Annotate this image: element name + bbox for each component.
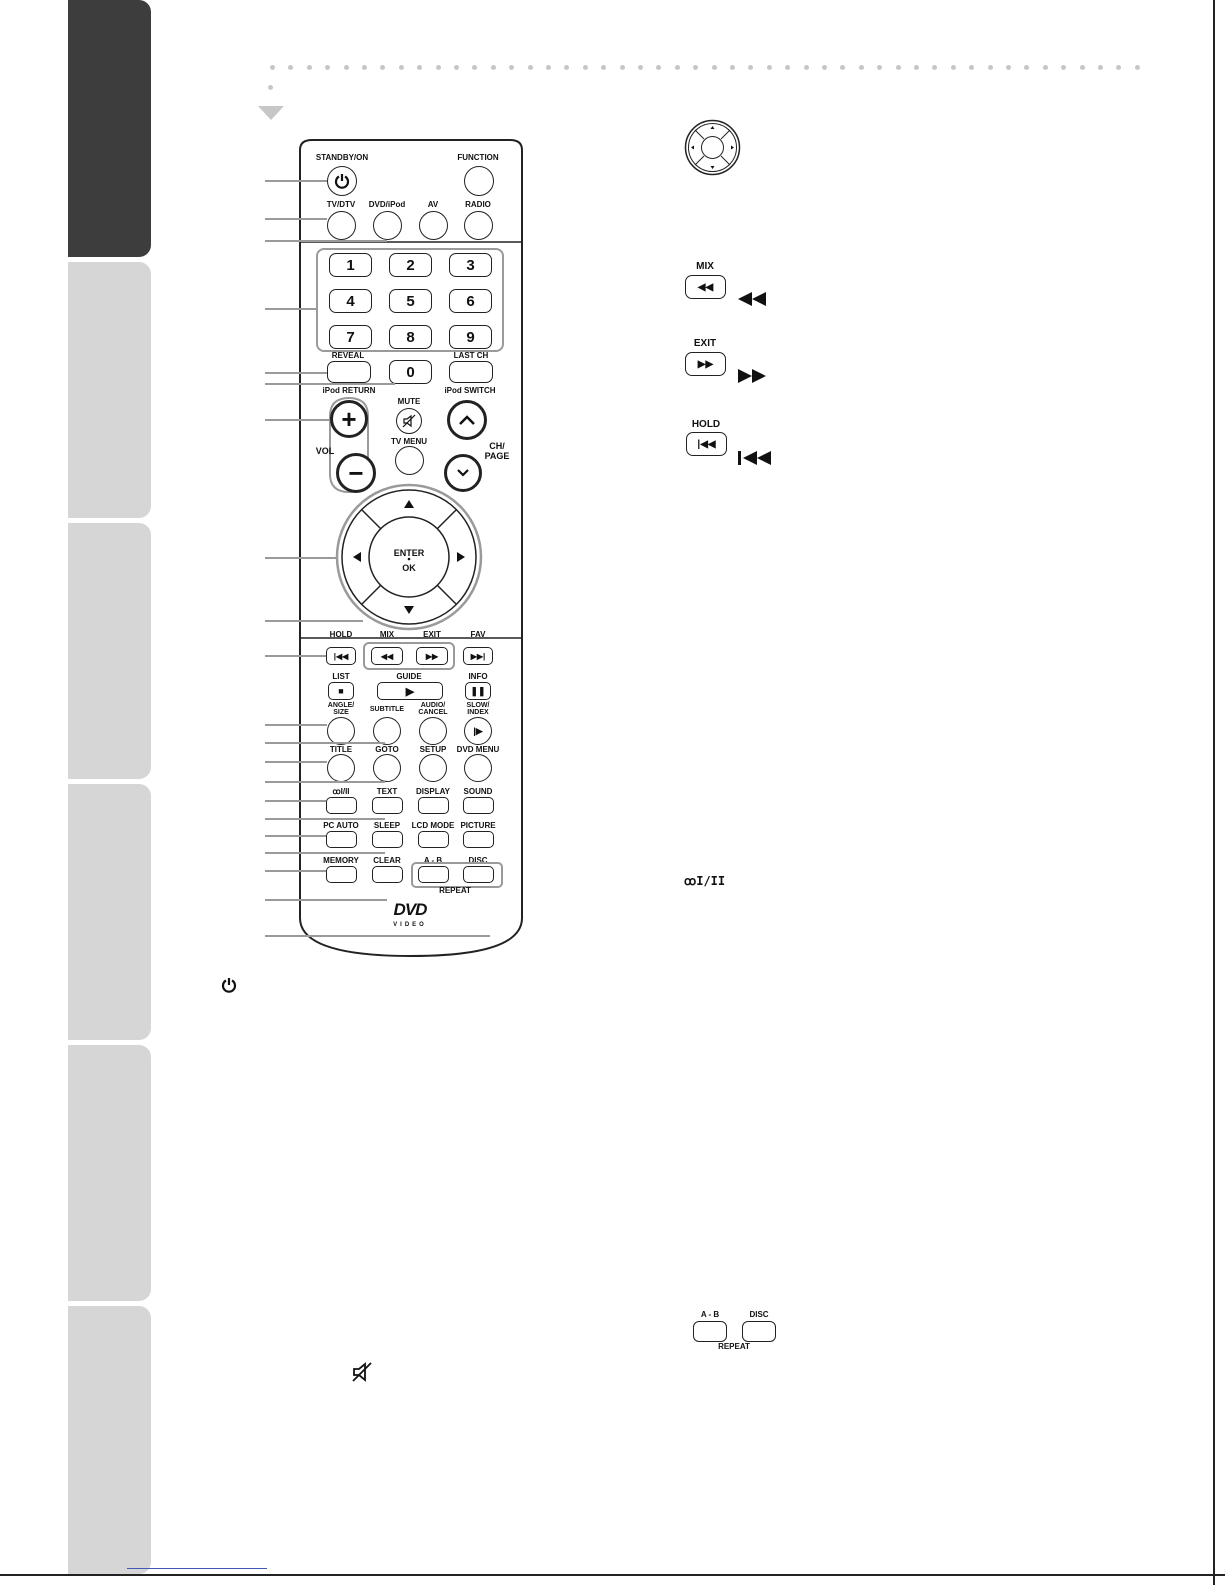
display-label: DISPLAY bbox=[416, 787, 450, 796]
a-b-button[interactable] bbox=[418, 866, 449, 883]
leader-line bbox=[265, 935, 490, 937]
angle-label-2: SIZE bbox=[333, 709, 349, 716]
vol-down-button[interactable]: − bbox=[336, 453, 376, 493]
sound-mode-text: I/II bbox=[340, 787, 350, 796]
pc-auto-button[interactable] bbox=[326, 831, 357, 848]
function-label: FUNCTION bbox=[457, 153, 499, 162]
header-dot bbox=[877, 65, 882, 70]
header-dot bbox=[454, 65, 459, 70]
leader-line bbox=[265, 655, 326, 657]
subtitle-label: SUBTITLE bbox=[369, 706, 405, 713]
digit-3-button[interactable]: 3 bbox=[449, 253, 492, 277]
setup-button[interactable] bbox=[419, 754, 447, 782]
header-dot bbox=[1098, 65, 1103, 70]
standby-button[interactable] bbox=[327, 166, 357, 196]
dual-circle-icon: ꝏ bbox=[684, 874, 697, 888]
goto-button[interactable] bbox=[373, 754, 401, 782]
power-icon bbox=[334, 173, 350, 189]
leader-line bbox=[265, 781, 385, 783]
leader-line bbox=[265, 818, 385, 820]
disc-label-right: DISC bbox=[749, 1310, 769, 1319]
hold-label: HOLD bbox=[329, 630, 353, 639]
tv-dtv-button[interactable] bbox=[327, 211, 356, 240]
side-tab-1 bbox=[68, 0, 151, 257]
header-dot bbox=[785, 65, 790, 70]
dvd-menu-label: DVD MENU bbox=[456, 745, 500, 754]
mute-button[interactable] bbox=[396, 408, 422, 434]
reveal-label: REVEAL bbox=[331, 351, 365, 360]
standby-label: STANDBY/ON bbox=[315, 153, 369, 162]
vol-up-button[interactable]: + bbox=[330, 400, 368, 438]
header-dot bbox=[601, 65, 606, 70]
clear-label: CLEAR bbox=[373, 856, 401, 865]
header-dot bbox=[472, 65, 477, 70]
header-dot bbox=[656, 65, 661, 70]
pause-button[interactable]: ❚❚ bbox=[465, 682, 491, 700]
mix-icon-button: ◀◀ bbox=[685, 275, 726, 299]
digit-8-button[interactable]: 8 bbox=[389, 325, 432, 349]
stop-button[interactable]: ■ bbox=[328, 682, 354, 700]
a-b-label: A - B bbox=[423, 856, 443, 865]
ch-page-label-1: CH/ bbox=[489, 441, 505, 451]
leader-line bbox=[265, 724, 327, 726]
page-edge-line bbox=[1213, 0, 1215, 1585]
mix-label: MIX bbox=[379, 630, 395, 639]
a-b-icon-button bbox=[693, 1321, 727, 1342]
digit-7-button[interactable]: 7 bbox=[329, 325, 372, 349]
mix-label-right: MIX bbox=[696, 261, 714, 272]
tv-menu-label: TV MENU bbox=[391, 437, 427, 446]
sound-label: SOUND bbox=[463, 787, 493, 796]
guide-label: GUIDE bbox=[396, 672, 422, 681]
header-dot bbox=[1043, 65, 1048, 70]
header-dot bbox=[840, 65, 845, 70]
header-dot bbox=[380, 65, 385, 70]
tv-dtv-label: TV/DTV bbox=[326, 200, 356, 209]
ok-label: OK bbox=[402, 563, 416, 573]
header-dot bbox=[951, 65, 956, 70]
header-dot bbox=[932, 65, 937, 70]
navigation-pad-icon bbox=[684, 119, 741, 176]
list-label: LIST bbox=[332, 672, 350, 681]
sleep-button[interactable] bbox=[372, 831, 403, 848]
exit-icon-button: ▶▶ bbox=[685, 352, 726, 376]
disc-icon-button bbox=[742, 1321, 776, 1342]
header-dot bbox=[270, 65, 275, 70]
pc-auto-label: PC AUTO bbox=[323, 821, 359, 830]
header-dot bbox=[528, 65, 533, 70]
digit-2-button[interactable]: 2 bbox=[389, 253, 432, 277]
memory-button[interactable] bbox=[326, 866, 357, 883]
digit-0-button[interactable]: 0 bbox=[389, 360, 432, 384]
header-dot bbox=[748, 65, 753, 70]
header-dot bbox=[546, 65, 551, 70]
mute-label: MUTE bbox=[397, 397, 421, 406]
leader-line bbox=[265, 240, 387, 242]
function-button[interactable] bbox=[464, 166, 494, 196]
enter-label: ENTER bbox=[393, 548, 425, 558]
digit-5-button[interactable]: 5 bbox=[389, 289, 432, 313]
dual-circle-icon: ꝏ bbox=[332, 787, 341, 796]
angle-button[interactable] bbox=[327, 717, 355, 745]
last-ch-label: LAST CH bbox=[453, 351, 489, 360]
header-dot bbox=[988, 65, 993, 70]
lcd-mode-label: LCD MODE bbox=[411, 821, 455, 830]
leader-line bbox=[265, 852, 385, 854]
tv-menu-button[interactable] bbox=[395, 446, 424, 475]
radio-button[interactable] bbox=[464, 211, 493, 240]
audio-label-2: CANCEL bbox=[418, 709, 448, 716]
exit-label-right: EXIT bbox=[693, 338, 717, 349]
header-dot bbox=[969, 65, 974, 70]
header-dot bbox=[509, 65, 514, 70]
header-dot bbox=[804, 65, 809, 70]
side-tab-3 bbox=[68, 523, 151, 779]
leader-line bbox=[265, 620, 363, 622]
text-button[interactable] bbox=[372, 797, 403, 814]
leader-line bbox=[265, 557, 336, 559]
setup-label: SETUP bbox=[419, 745, 447, 754]
leader-line bbox=[265, 742, 385, 744]
slow-label-1: SLOW/ bbox=[466, 702, 490, 709]
footer-accent-line bbox=[127, 1568, 267, 1569]
memory-label: MEMORY bbox=[323, 856, 359, 865]
leader-line bbox=[265, 761, 327, 763]
header-dot bbox=[822, 65, 827, 70]
mute-icon bbox=[402, 414, 416, 428]
play-button[interactable]: ▶ bbox=[377, 682, 443, 700]
av-button[interactable] bbox=[419, 211, 448, 240]
leader-line bbox=[265, 800, 326, 802]
dvd-ipod-label: DVD/iPod bbox=[368, 200, 406, 209]
header-dot bbox=[436, 65, 441, 70]
radio-label: RADIO bbox=[465, 200, 491, 209]
av-label: AV bbox=[427, 200, 439, 209]
header-dot bbox=[1116, 65, 1121, 70]
sound-button[interactable] bbox=[463, 797, 494, 814]
header-dot bbox=[491, 65, 496, 70]
repeat-label: REPEAT bbox=[439, 886, 471, 895]
leader-line bbox=[265, 835, 326, 837]
leader-line bbox=[265, 383, 395, 385]
header-dot bbox=[344, 65, 349, 70]
header-dot bbox=[1080, 65, 1085, 70]
header-dot bbox=[638, 65, 643, 70]
leader-line bbox=[265, 419, 330, 421]
audio-label-1: AUDIO/ bbox=[420, 702, 446, 709]
page-bottom-line bbox=[0, 1574, 1225, 1576]
sleep-label: SLEEP bbox=[373, 821, 401, 830]
header-dot bbox=[325, 65, 330, 70]
disc-button[interactable] bbox=[463, 866, 494, 883]
dvd-logo: DVD bbox=[393, 900, 427, 919]
header-dot bbox=[730, 65, 735, 70]
title-label: TITLE bbox=[329, 745, 353, 754]
slow-button[interactable]: |▶ bbox=[464, 717, 492, 745]
mute-icon bbox=[351, 1361, 373, 1383]
dvd-menu-button[interactable] bbox=[464, 754, 492, 782]
audio-button[interactable] bbox=[419, 717, 447, 745]
leader-line bbox=[265, 870, 326, 872]
leader-line bbox=[265, 218, 327, 220]
info-label: INFO bbox=[468, 672, 488, 681]
reveal-button[interactable] bbox=[327, 361, 371, 383]
sound-mode-button[interactable] bbox=[326, 797, 357, 814]
rewind-icon bbox=[738, 292, 766, 306]
hold-icon-button: |◀◀ bbox=[686, 432, 727, 456]
fav-label: FAV bbox=[470, 630, 486, 639]
header-dot bbox=[399, 65, 404, 70]
subtitle-button[interactable] bbox=[373, 717, 401, 745]
header-dot bbox=[288, 65, 293, 70]
leader-line bbox=[265, 180, 327, 182]
mix-button[interactable]: ◀◀ bbox=[371, 647, 403, 665]
header-dot bbox=[620, 65, 625, 70]
display-button[interactable] bbox=[418, 797, 449, 814]
hold-button[interactable]: |◀◀ bbox=[326, 647, 356, 665]
ipod-switch-label: iPod SWITCH bbox=[444, 386, 496, 395]
ch-up-button[interactable] bbox=[447, 400, 487, 440]
exit-button[interactable]: ▶▶ bbox=[416, 647, 448, 665]
ch-page-label-2: PAGE bbox=[484, 451, 510, 461]
slow-label-2: INDEX bbox=[467, 709, 489, 716]
header-dot bbox=[583, 65, 588, 70]
header-dot bbox=[1135, 65, 1140, 70]
header-dot bbox=[859, 65, 864, 70]
header-dot bbox=[767, 65, 772, 70]
fav-button[interactable]: ▶▶| bbox=[463, 647, 493, 665]
side-tab-5 bbox=[68, 1045, 151, 1301]
header-arrow-icon bbox=[258, 106, 284, 122]
header-dot bbox=[712, 65, 717, 70]
side-tab-6 bbox=[68, 1306, 151, 1574]
leader-line bbox=[265, 308, 316, 310]
sound-mode-label bbox=[332, 787, 349, 796]
header-dot bbox=[417, 65, 422, 70]
picture-button[interactable] bbox=[463, 831, 494, 848]
repeat-label-right: REPEAT bbox=[718, 1342, 750, 1351]
power-icon bbox=[221, 977, 237, 993]
header-dot bbox=[693, 65, 698, 70]
digit-6-button[interactable]: 6 bbox=[449, 289, 492, 313]
last-ch-button[interactable] bbox=[449, 361, 493, 383]
a-b-label-right: A - B bbox=[700, 1310, 720, 1319]
header-dot bbox=[268, 85, 273, 90]
header-dot bbox=[896, 65, 901, 70]
header-dot bbox=[1061, 65, 1066, 70]
header-dot bbox=[914, 65, 919, 70]
side-tab-2 bbox=[68, 262, 151, 518]
chevron-up-icon bbox=[458, 414, 476, 426]
header-dot bbox=[1006, 65, 1011, 70]
hold-label-right: HOLD bbox=[691, 419, 721, 430]
header-dot bbox=[564, 65, 569, 70]
lcd-mode-button[interactable] bbox=[418, 831, 449, 848]
title-button[interactable] bbox=[327, 754, 355, 782]
digit-1-button[interactable]: 1 bbox=[329, 253, 372, 277]
sound-mode-icon bbox=[684, 874, 725, 888]
header-dot bbox=[362, 65, 367, 70]
vol-label: VOL bbox=[315, 446, 335, 456]
video-logo: VIDEO bbox=[393, 922, 427, 928]
ipod-return-label: iPod RETURN bbox=[322, 386, 376, 395]
chevron-down-icon bbox=[456, 468, 470, 478]
fast-forward-icon bbox=[738, 369, 766, 383]
dvd-ipod-button[interactable] bbox=[373, 211, 402, 240]
leader-line bbox=[265, 899, 387, 901]
sound-mode-text-right: I/II bbox=[696, 874, 726, 888]
goto-label: GOTO bbox=[375, 745, 399, 754]
digit-4-button[interactable]: 4 bbox=[329, 289, 372, 313]
picture-label: PICTURE bbox=[460, 821, 496, 830]
skip-back-icon bbox=[738, 451, 772, 465]
exit-label: EXIT bbox=[423, 630, 441, 639]
disc-label: DISC bbox=[468, 856, 488, 865]
angle-label-1: ANGLE/ bbox=[327, 702, 355, 709]
side-tab-4 bbox=[68, 784, 151, 1040]
header-dot bbox=[307, 65, 312, 70]
header-dot bbox=[1024, 65, 1029, 70]
clear-button[interactable] bbox=[372, 866, 403, 883]
digit-9-button[interactable]: 9 bbox=[449, 325, 492, 349]
header-dot bbox=[675, 65, 680, 70]
leader-line bbox=[265, 372, 327, 374]
text-label: TEXT bbox=[376, 787, 398, 796]
